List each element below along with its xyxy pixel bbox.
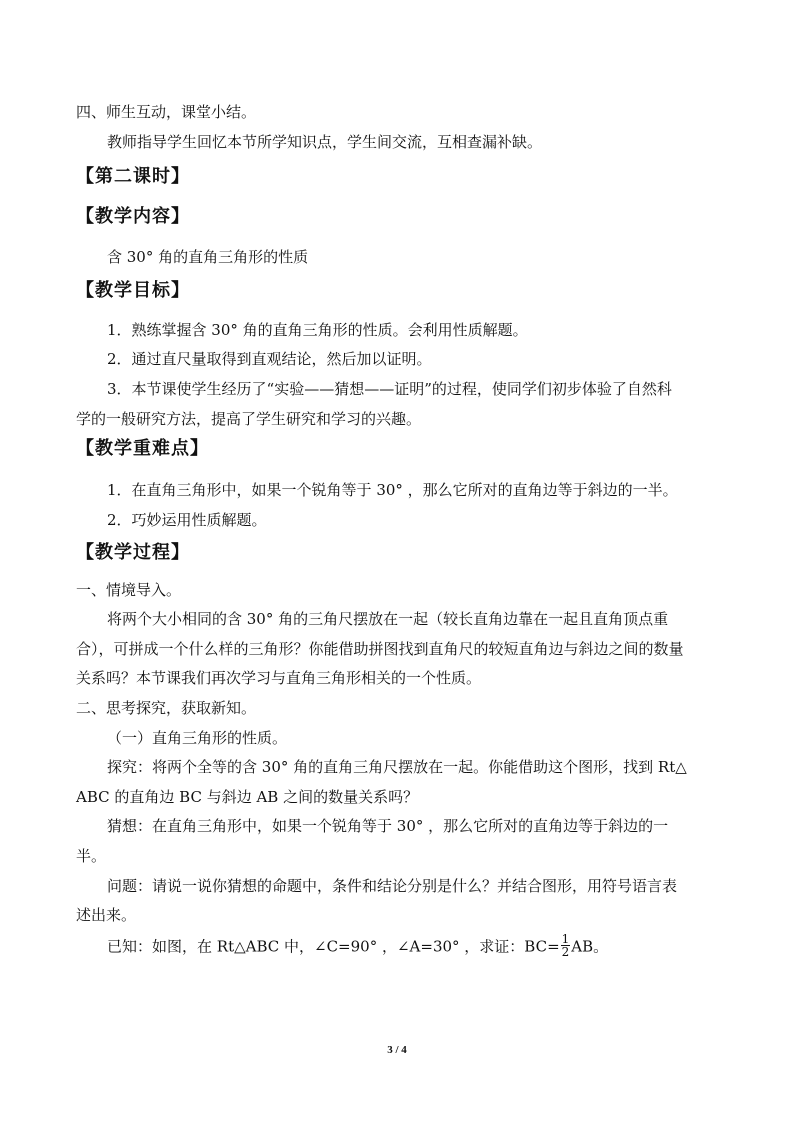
explore-line-1: 探究：将两个全等的含 30° 角的直角三角尺摆放在一起。你能借助这个图形，找到 Rt△ [107, 758, 687, 776]
fraction-denominator: 2 [561, 945, 570, 959]
key-point-2: 2．巧妙运用性质解题。 [107, 511, 267, 529]
goal-3-line-2: 学的一般研究方法，提高了学生研究和学习的兴趣。 [76, 410, 422, 428]
part1-line-2: 合），可拼成一个什么样的三角形？你能借助拼图找到直角尺的较短直角边与斜边之间的数量 [76, 640, 684, 658]
question-line-1: 问题：请说一说你猜想的命题中，条件和结论分别是什么？并结合图形，用符号语言表 [107, 877, 678, 895]
lesson2-heading: 【第二课时】 [76, 166, 190, 187]
guess-line-2: 半。 [76, 847, 107, 865]
section4-title: 四、师生互动，课堂小结。 [76, 103, 257, 121]
part1-line-1: 将两个大小相同的含 30° 角的三角尺摆放在一起（较长直角边靠在一起且直角顶点重 [107, 610, 669, 628]
goal-2: 2．通过直尺量取得到直观结论，然后加以证明。 [107, 350, 432, 368]
goals-heading: 【教学目标】 [76, 280, 190, 301]
question-line-2: 述出来。 [76, 906, 137, 924]
content-heading: 【教学内容】 [76, 206, 190, 227]
section4-body: 教师指导学生回忆本节所学知识点，学生间交流，互相查漏补缺。 [107, 133, 543, 151]
part2-subtitle: （一）直角三角形的性质。 [107, 729, 288, 747]
explore-line-2: ABC 的直角边 BC 与斜边 AB 之间的数量关系吗？ [76, 788, 419, 806]
given-suffix: AB。 [571, 937, 609, 956]
guess-line-1: 猜想：在直角三角形中，如果一个锐角等于 30° ，那么它所对的直角边等于斜边的一 [107, 817, 669, 835]
key-points-heading: 【教学重难点】 [76, 438, 209, 459]
goal-3-line-1: 3．本节课使学生经历了“实验——猜想——证明”的过程，使同学们初步体验了自然科 [107, 380, 672, 398]
given-prefix: 已知：如图，在 Rt△ABC 中，∠C=90° ，∠A=30° ，求证：BC= [107, 937, 560, 956]
key-point-1: 1．在直角三角形中，如果一个锐角等于 30° ，那么它所对的直角边等于斜边的一半。 [107, 481, 678, 499]
goal-1: 1．熟练掌握含 30° 角的直角三角形的性质。会利用性质解题。 [107, 321, 528, 339]
fraction-numerator: 1 [561, 932, 570, 946]
part1-line-3: 关系吗？本节课我们再次学习与直角三角形相关的一个性质。 [76, 669, 482, 687]
one-half-fraction [561, 933, 571, 958]
part2-title: 二、思考探究，获取新知。 [76, 699, 257, 717]
part1-title: 一、情境导入。 [76, 581, 182, 599]
given-statement [107, 932, 609, 960]
content-text: 含 30° 角的直角三角形的性质 [107, 248, 309, 266]
process-heading: 【教学过程】 [76, 542, 190, 563]
page-number: 3 / 4 [387, 1044, 407, 1056]
